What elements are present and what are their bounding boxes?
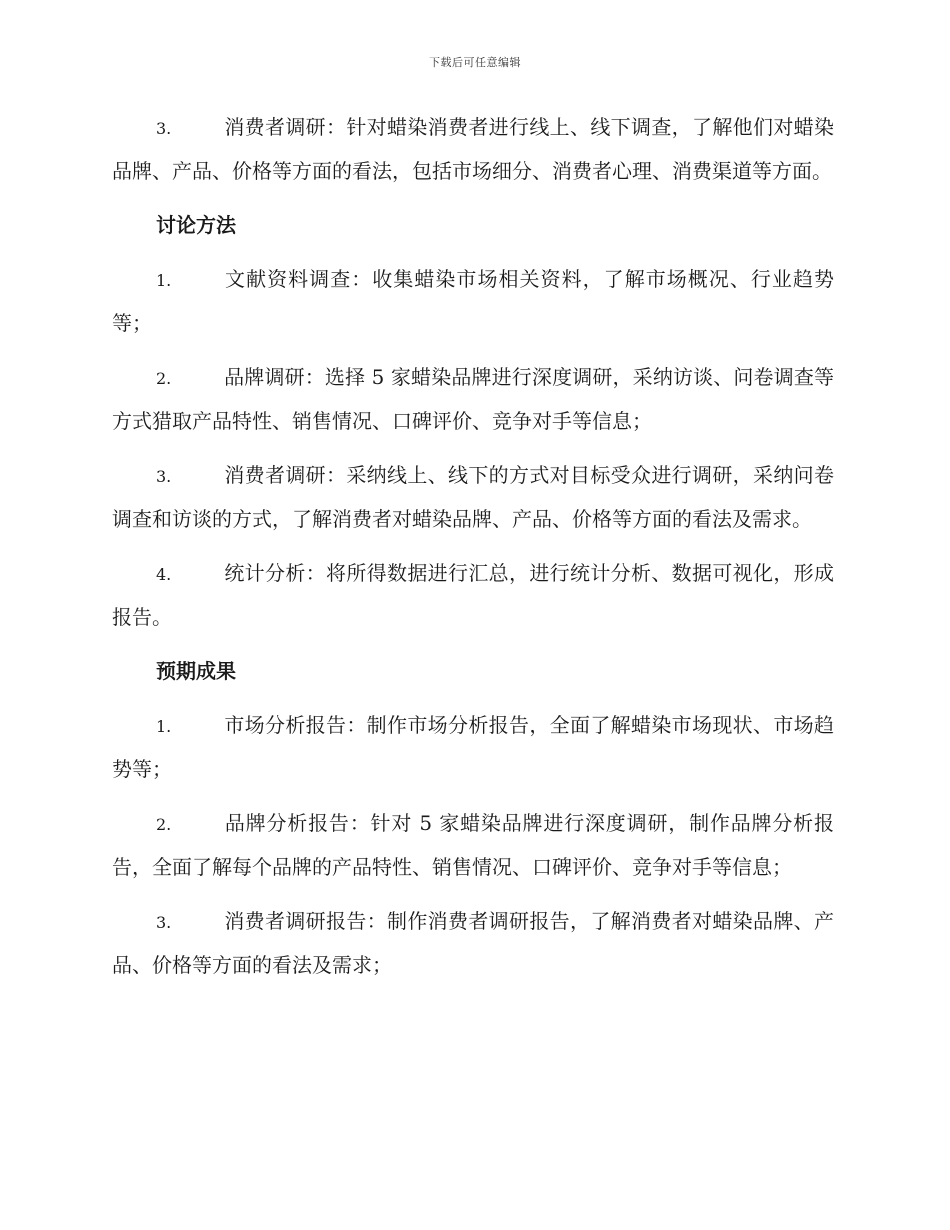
item-number: 2.: [156, 369, 172, 388]
item-number: 2.: [156, 815, 172, 834]
item-number: 1.: [156, 717, 172, 736]
list-item: [112, 552, 834, 638]
section-heading: 讨论方法: [156, 213, 236, 237]
item-text: 消费者调研报告：制作消费者调研报告，了解消费者对蜡染品牌、产品、价格等方面的看法及需求；: [112, 909, 834, 977]
item-text: 品牌分析报告：针对 5 家蜡染品牌进行深度调研，制作品牌分析报告，全面了解每个品牌的产品特性、销售情况、口碑评价、竞争对手等信息；: [112, 811, 834, 879]
list-item: [112, 900, 834, 986]
item-number: 1.: [156, 271, 172, 290]
item-number: 3.: [156, 913, 172, 932]
item-text: 品牌调研：选择 5 家蜡染品牌进行深度调研，采纳访谈、问卷调查等方式猎取产品特性、销售情况、口碑评价、竞争对手等信息；: [112, 365, 834, 433]
list-item: [112, 802, 834, 888]
list-item: [112, 454, 834, 540]
item-number: 4.: [156, 565, 172, 584]
item-number: 3.: [156, 119, 172, 138]
document-body: [112, 106, 834, 998]
item-text: 统计分析：将所得数据进行汇总，进行统计分析、数据可视化，形成报告。: [112, 561, 834, 629]
list-item: [112, 356, 834, 442]
item-text: 消费者调研：采纳线上、线下的方式对目标受众进行调研，采纳问卷调查和访谈的方式，了解消费者对蜡染品牌、产品、价格等方面的看法及需求。: [112, 463, 834, 531]
list-item: [112, 258, 834, 344]
list-item: [112, 704, 834, 790]
item-text: 消费者调研：针对蜡染消费者进行线上、线下调查，了解他们对蜡染品牌、产品、价格等方面的看法，包括市场细分、消费者心理、消费渠道等方面。: [112, 115, 834, 183]
page-header: 下载后可任意编辑: [429, 56, 521, 69]
item-number: 3.: [156, 467, 172, 486]
item-text: 市场分析报告：制作市场分析报告，全面了解蜡染市场现状、市场趋势等；: [112, 713, 834, 781]
section-heading: 预期成果: [156, 659, 236, 683]
item-text: 文献资料调查：收集蜡染市场相关资料，了解市场概况、行业趋势等；: [112, 267, 834, 335]
list-item: [112, 106, 834, 192]
